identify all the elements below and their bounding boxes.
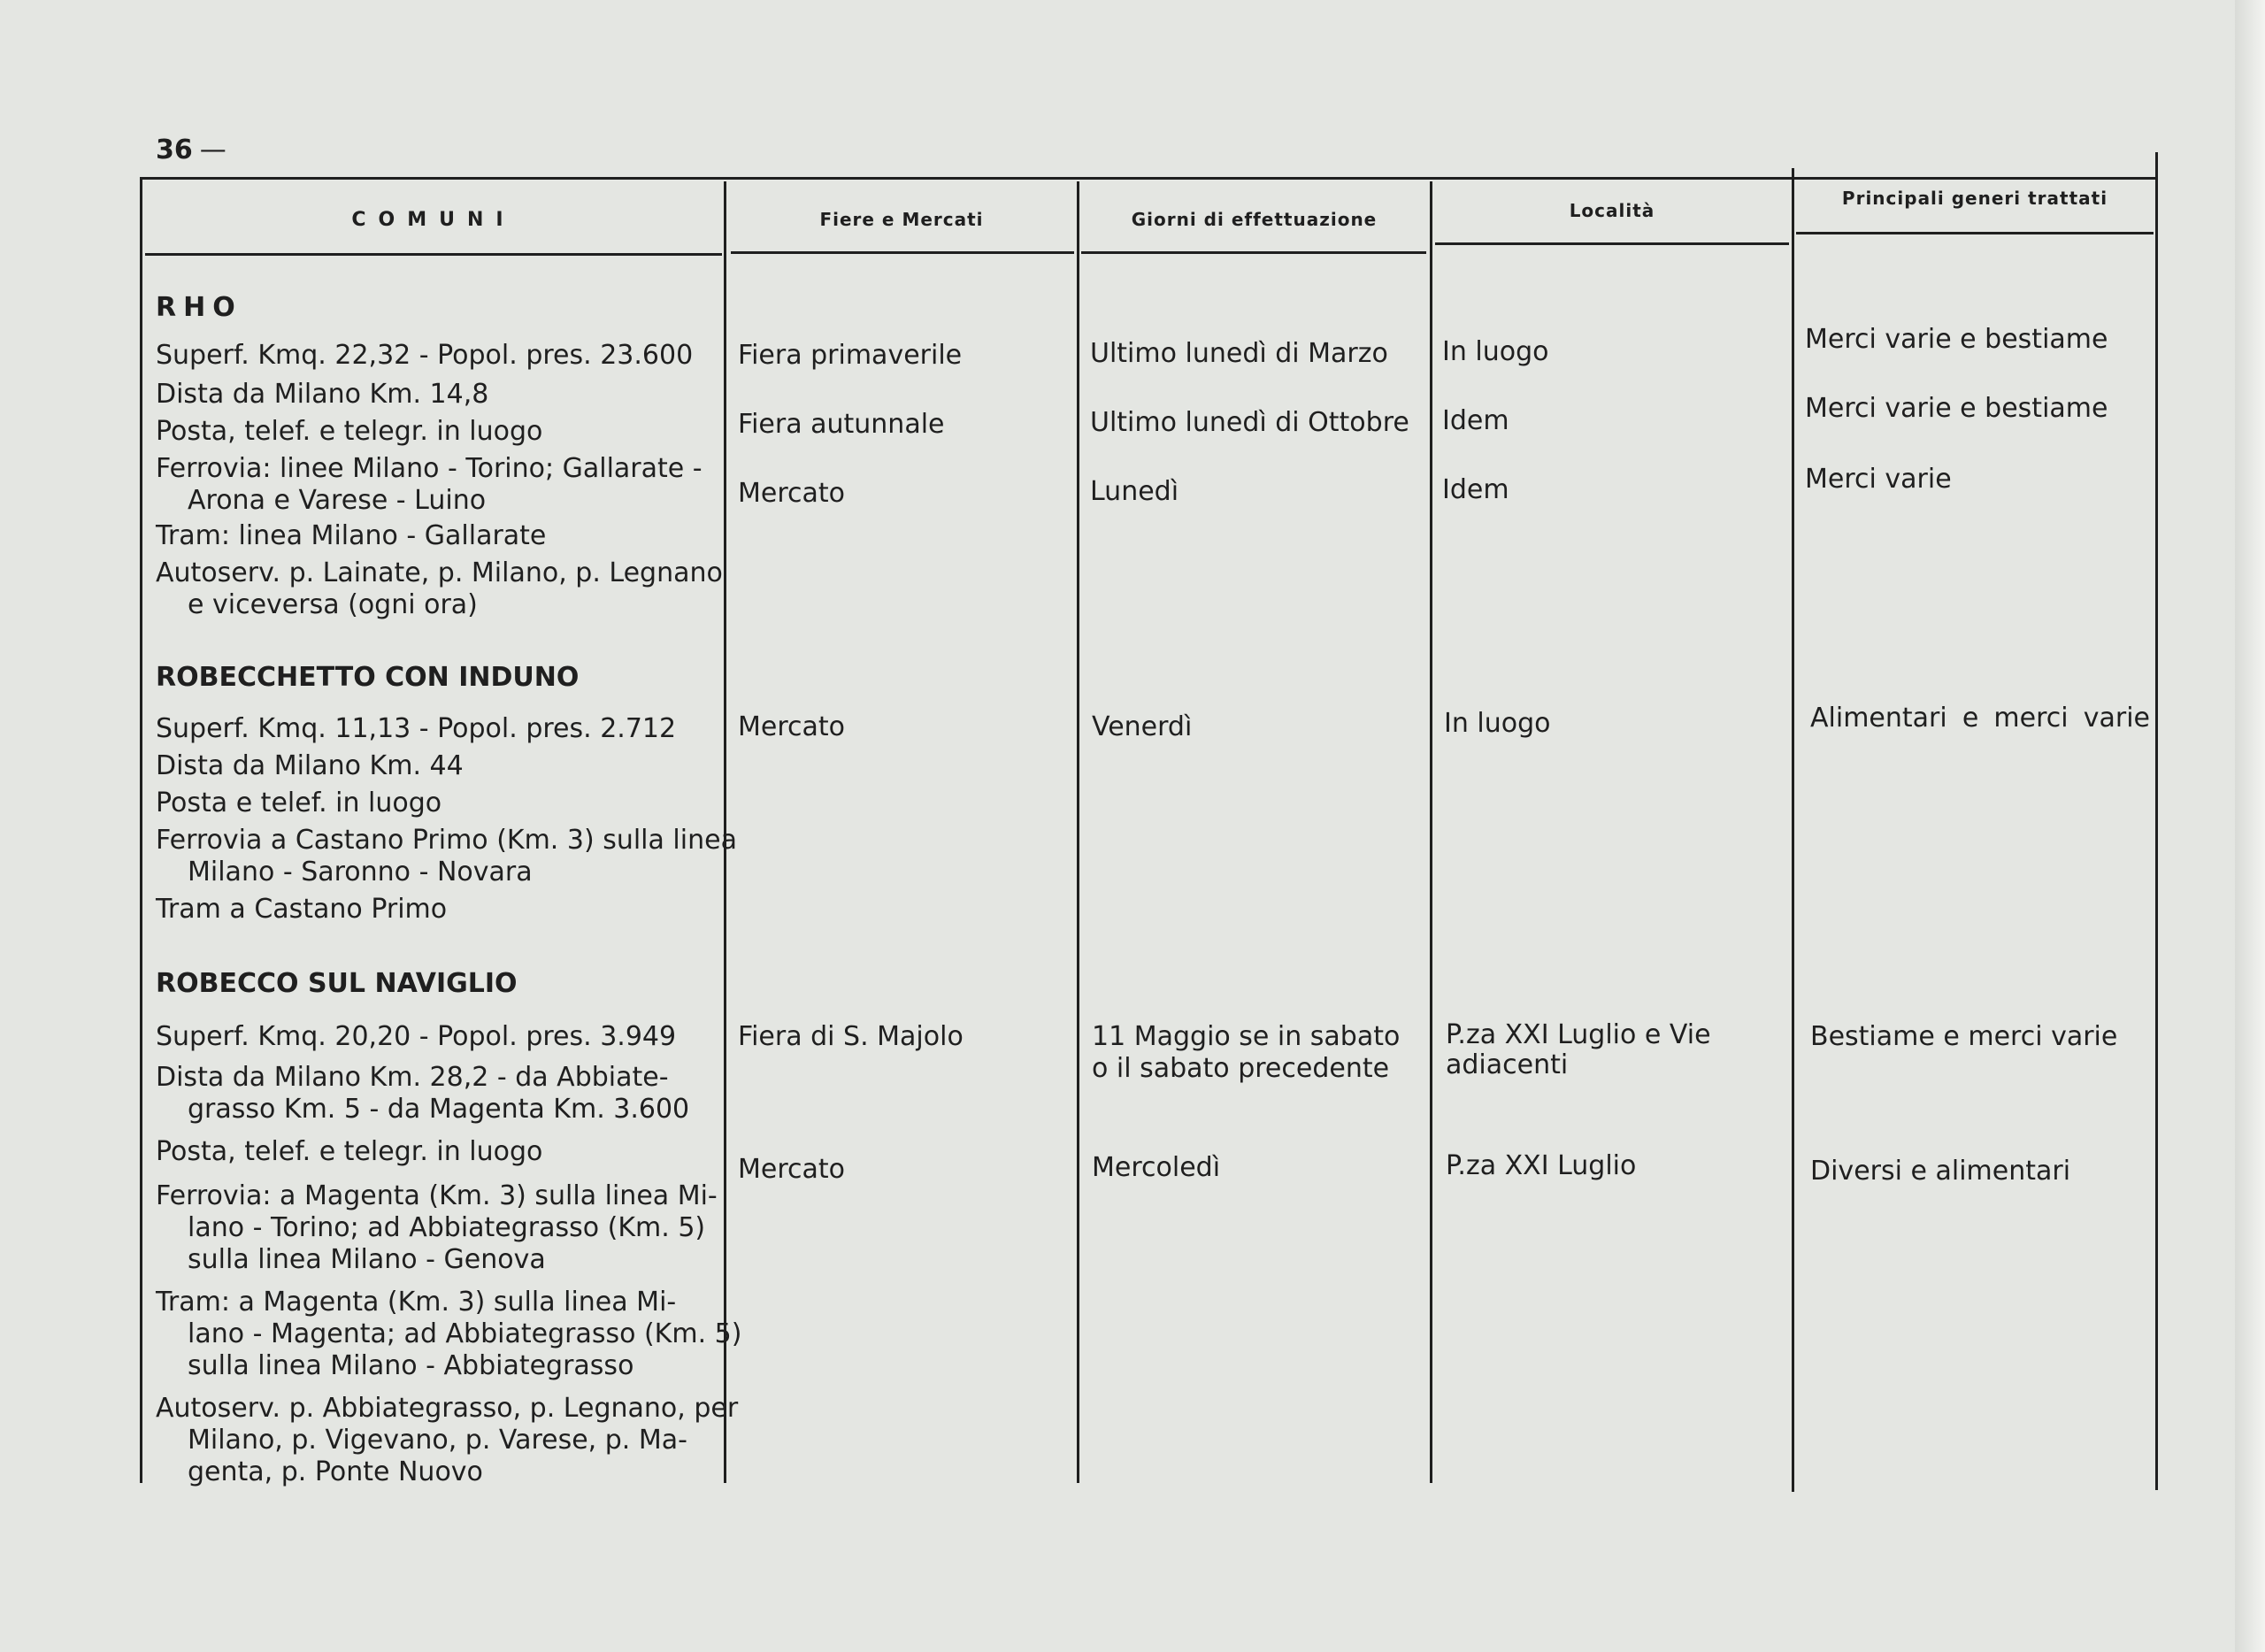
page-edge: [2235, 0, 2265, 1652]
town-info-line: Tram: linea Milano - Gallarate: [156, 520, 547, 551]
town-info-line: e viceversa (ogni ora): [188, 589, 478, 620]
event-localita: In luogo: [1444, 708, 1551, 739]
event-fiera: Fiera autunnale: [738, 409, 945, 440]
town-info-line: Tram a Castano Primo: [156, 894, 448, 925]
header-giorni: Giorni di effettuazione: [1131, 209, 1378, 230]
town-info-line: grasso Km. 5 - da Magenta Km. 3.600: [188, 1094, 690, 1125]
event-giorni: Ultimo lunedì di Ottobre: [1090, 407, 1409, 438]
town-info-line: Dista da Milano Km. 14,8: [156, 379, 489, 410]
event-generi: Merci varie e bestiame: [1805, 393, 2108, 424]
event-localita: adiacenti: [1446, 1049, 1569, 1080]
town-name: ROBECCHETTO CON INDUNO: [156, 662, 580, 693]
header-localita: Località: [1569, 200, 1655, 221]
event-fiera: Fiera di S. Majolo: [738, 1021, 964, 1052]
town-info-line: Superf. Kmq. 22,32 - Popol. pres. 23.600: [156, 340, 694, 371]
page-number: 36 —: [156, 134, 226, 165]
header-comuni: COMUNI: [351, 209, 516, 231]
event-generi: Merci varie e bestiame: [1805, 324, 2108, 355]
town-info-line: Posta e telef. in luogo: [156, 788, 442, 818]
event-generi: Bestiame e merci varie: [1810, 1021, 2118, 1052]
event-giorni: Ultimo lunedì di Marzo: [1090, 338, 1388, 369]
town-info-line: Posta, telef. e telegr. in luogo: [156, 416, 543, 447]
town-info-line: Dista da Milano Km. 28,2 - da Abbiate-: [156, 1062, 669, 1093]
event-giorni: Lunedì: [1090, 476, 1179, 507]
town-info-line: lano - Magenta; ad Abbiategrasso (Km. 5): [188, 1318, 742, 1349]
header-fiere: Fiere e Mercati: [819, 209, 984, 230]
town-info-line: Posta, telef. e telegr. in luogo: [156, 1136, 543, 1167]
town-info-line: Superf. Kmq. 11,13 - Popol. pres. 2.712: [156, 713, 677, 744]
town-info-line: Arona e Varese - Luino: [188, 485, 487, 516]
town-info-line: Tram: a Magenta (Km. 3) sulla linea Mi-: [156, 1287, 677, 1318]
event-fiera: Fiera primaverile: [738, 340, 963, 371]
town-info-line: sulla linea Milano - Genova: [188, 1244, 546, 1275]
town-info-line: Dista da Milano Km. 44: [156, 750, 464, 781]
event-localita: In luogo: [1442, 336, 1549, 367]
event-giorni: o il sabato precedente: [1092, 1053, 1390, 1084]
town-info-line: Ferrovia: linee Milano - Torino; Gallarate -: [156, 453, 703, 484]
event-generi: Merci varie: [1805, 464, 1952, 495]
town-info-line: Ferrovia a Castano Primo (Km. 3) sulla linea: [156, 825, 737, 856]
event-giorni: 11 Maggio se in sabato: [1092, 1021, 1401, 1052]
event-giorni: Venerdì: [1092, 711, 1193, 742]
event-localita: P.za XXI Luglio: [1446, 1150, 1637, 1181]
event-localita: Idem: [1442, 405, 1509, 436]
town-info-line: Milano, p. Vigevano, p. Varese, p. Ma-: [188, 1425, 687, 1456]
town-info-line: sulla linea Milano - Abbiategrasso: [188, 1350, 634, 1381]
event-generi: Diversi e alimentari: [1810, 1156, 2071, 1187]
header-generi: Principali generi trattati: [1841, 188, 2108, 209]
event-generi: Alimentari e merci varie: [1810, 703, 2150, 734]
town-info-line: Milano - Saronno - Novara: [188, 857, 533, 887]
town-name: ROBECCO SUL NAVIGLIO: [156, 968, 518, 999]
town-name: RHO: [156, 292, 242, 323]
town-info-line: Superf. Kmq. 20,20 - Popol. pres. 3.949: [156, 1021, 677, 1052]
event-fiera: Mercato: [738, 711, 846, 742]
town-info-line: lano - Torino; ad Abbiategrasso (Km. 5): [188, 1212, 706, 1243]
town-info-line: Autoserv. p. Lainate, p. Milano, p. Legnano: [156, 557, 723, 588]
event-fiera: Mercato: [738, 1154, 846, 1185]
event-fiera: Mercato: [738, 478, 846, 509]
town-info-line: genta, p. Ponte Nuovo: [188, 1456, 483, 1487]
event-giorni: Mercoledì: [1092, 1152, 1221, 1183]
town-info-line: Ferrovia: a Magenta (Km. 3) sulla linea Mi-: [156, 1180, 718, 1211]
town-info-line: Autoserv. p. Abbiategrasso, p. Legnano, per: [156, 1393, 739, 1424]
event-localita: Idem: [1442, 474, 1509, 505]
event-localita: P.za XXI Luglio e Vie: [1446, 1019, 1711, 1050]
